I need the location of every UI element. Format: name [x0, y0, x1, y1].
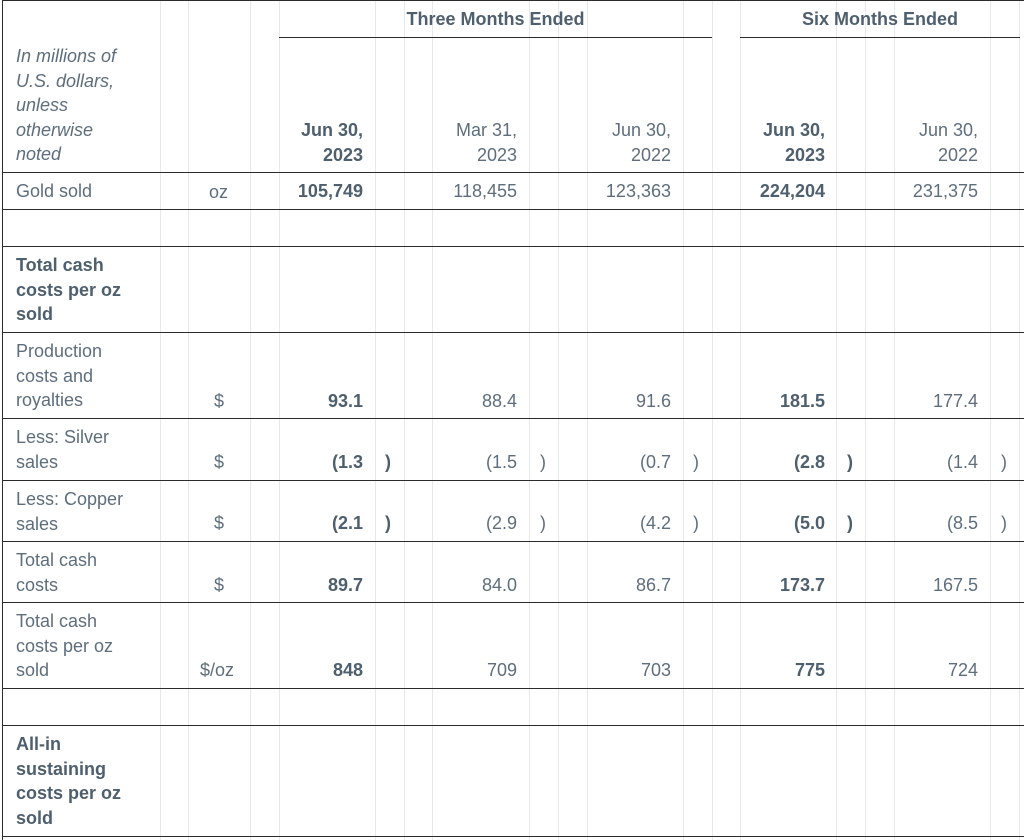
value-cell: (1.5	[485, 452, 517, 472]
row-divider	[2, 688, 1024, 689]
value-cell: 231,375	[912, 181, 978, 201]
units-note: In millions of U.S. dollars, unless otherwise noted	[16, 46, 117, 165]
three-months-underline	[279, 37, 712, 38]
col-divider	[712, 0, 713, 840]
row-label-tcc-per-oz: Total cash costs per oz sold	[16, 611, 114, 681]
col-divider	[558, 0, 559, 840]
col-header-q2-2023: Jun 30, 2023	[300, 120, 363, 165]
row-divider	[2, 332, 1024, 333]
value-cell: (5.0	[793, 513, 825, 533]
value-cell: (8.5	[946, 513, 978, 533]
close-paren: )	[847, 452, 853, 472]
row-label-gold-sold: Gold sold	[16, 181, 93, 201]
value-cell: (2.9	[485, 513, 517, 533]
value-cell: (1.3	[331, 452, 363, 472]
col-header-h1-2023: Jun 30, 2023	[762, 120, 825, 165]
row-divider	[2, 418, 1024, 419]
col-divider	[990, 0, 991, 840]
col-divider	[160, 0, 161, 840]
col-divider	[836, 0, 837, 840]
value-cell: (2.1	[331, 513, 363, 533]
value-cell: 84.0	[481, 575, 517, 595]
value-cell: 724	[947, 660, 978, 680]
col-divider	[1019, 0, 1020, 840]
col-divider	[865, 0, 866, 840]
col-header-q1-2023: Mar 31, 2023	[455, 120, 517, 165]
close-paren: )	[1001, 513, 1007, 533]
unit-dollar: $	[214, 391, 225, 411]
value-cell: 181.5	[779, 391, 825, 411]
value-cell: 173.7	[779, 575, 825, 595]
row-divider	[2, 836, 1024, 837]
value-cell: 93.1	[327, 391, 363, 411]
row-divider	[2, 0, 1024, 1]
col-divider	[404, 0, 405, 840]
value-cell: (4.2	[639, 513, 671, 533]
row-label-copper: Less: Copper sales	[16, 489, 124, 534]
col-header-q2-2022: Jun 30, 2022	[611, 120, 671, 165]
value-cell: 177.4	[932, 391, 978, 411]
row-divider	[2, 602, 1024, 603]
row-divider	[2, 246, 1024, 247]
value-cell: 123,363	[605, 181, 671, 201]
value-cell: 118,455	[453, 181, 517, 201]
close-paren: )	[385, 452, 391, 472]
table-left-border	[2, 0, 3, 840]
six-months-header: Six Months Ended	[801, 9, 958, 29]
close-paren: )	[385, 513, 391, 533]
value-cell: 91.6	[635, 391, 671, 411]
col-header-h1-2022: Jun 30, 2022	[918, 120, 978, 165]
unit-dollar-per-oz: $/oz	[200, 660, 235, 680]
value-cell: 709	[486, 660, 517, 680]
section-heading-tcc: Total cash costs per oz sold	[16, 255, 122, 325]
value-cell: 848	[332, 660, 363, 680]
close-paren: )	[693, 513, 699, 533]
value-cell: 775	[794, 660, 825, 680]
value-cell: (0.7	[639, 452, 671, 472]
col-divider	[529, 0, 530, 840]
close-paren: )	[693, 452, 699, 472]
row-label-production: Production costs and royalties	[16, 341, 103, 411]
six-months-underline	[740, 37, 1020, 38]
close-paren: )	[847, 513, 853, 533]
col-divider	[375, 0, 376, 840]
row-label-silver: Less: Silver sales	[16, 427, 110, 472]
value-cell: 105,749	[297, 181, 363, 201]
unit-dollar: $	[214, 452, 225, 472]
unit-oz: oz	[209, 182, 229, 202]
row-divider	[2, 172, 1024, 173]
three-months-header: Three Months Ended	[406, 9, 585, 29]
value-cell: 703	[640, 660, 671, 680]
col-divider	[683, 0, 684, 840]
row-divider	[2, 209, 1024, 210]
row-label-total-cash: Total cash costs	[16, 550, 98, 595]
close-paren: )	[540, 452, 546, 472]
col-divider	[250, 0, 251, 840]
value-cell: (1.4	[946, 452, 978, 472]
value-cell: 88.4	[481, 391, 517, 411]
row-divider	[2, 541, 1024, 542]
value-cell: 86.7	[635, 575, 671, 595]
unit-dollar: $	[214, 513, 225, 533]
value-cell: 167.5	[932, 575, 978, 595]
row-divider	[2, 480, 1024, 481]
value-cell: 224,204	[759, 181, 825, 201]
col-divider	[188, 0, 189, 840]
row-divider	[2, 725, 1024, 726]
close-paren: )	[540, 513, 546, 533]
value-cell: 89.7	[327, 575, 363, 595]
section-heading-aisc: All-in sustaining costs per oz sold	[16, 734, 122, 828]
unit-dollar: $	[214, 575, 225, 595]
close-paren: )	[1001, 452, 1007, 472]
value-cell: (2.8	[793, 452, 825, 472]
